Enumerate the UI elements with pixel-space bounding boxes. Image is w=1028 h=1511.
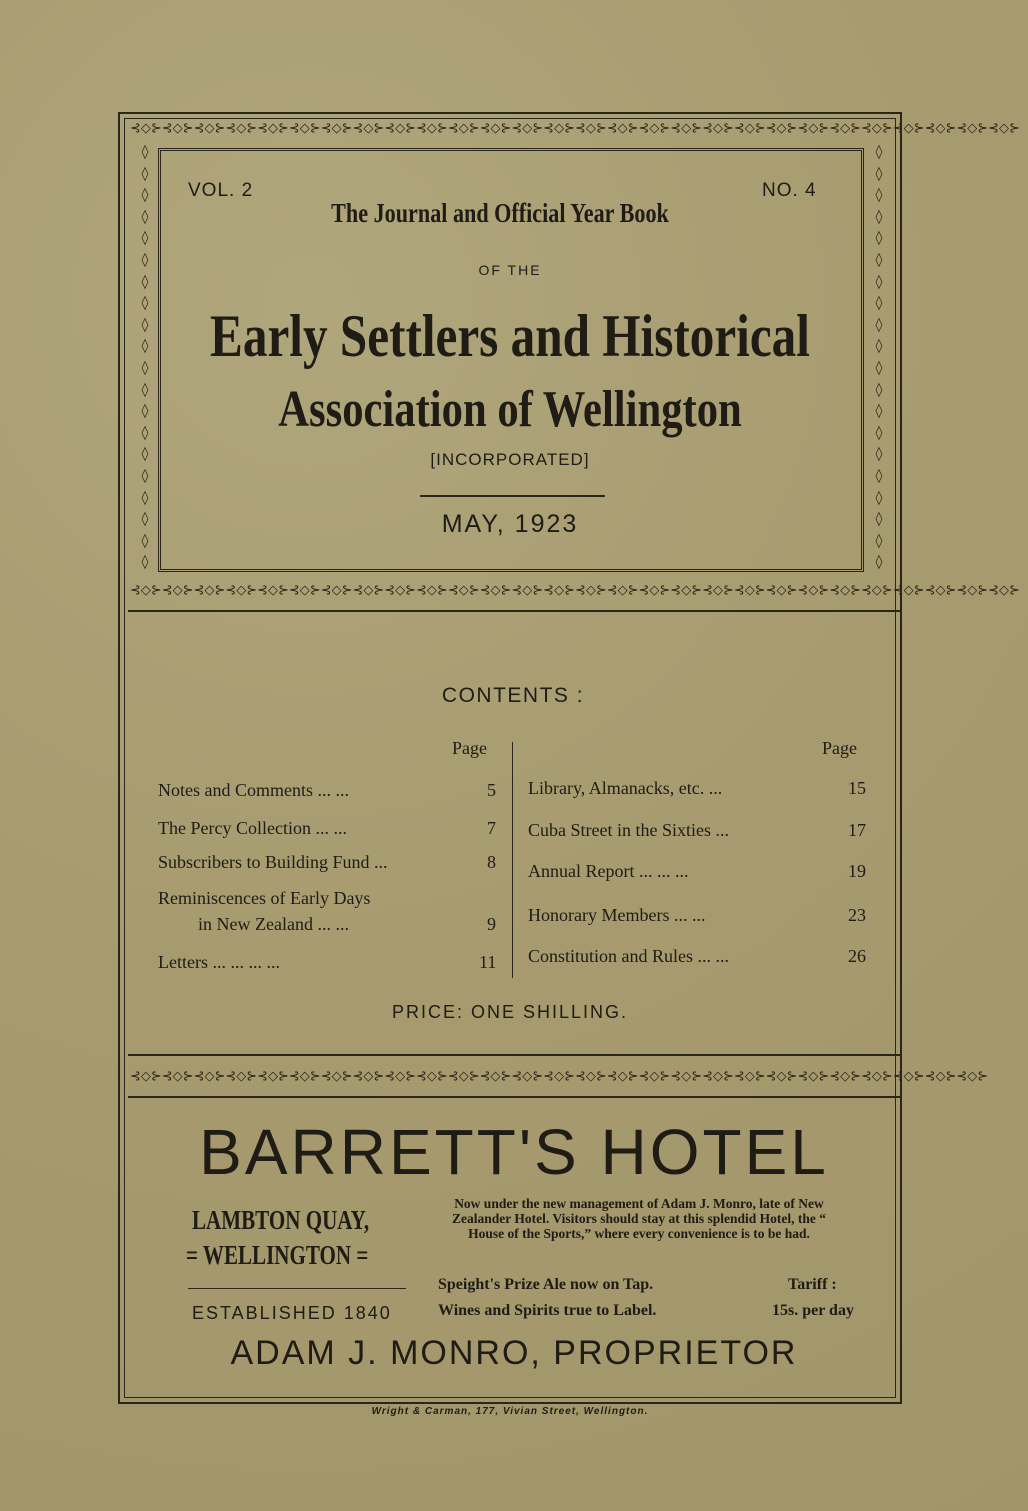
incorporated-label: [INCORPORATED]: [430, 450, 590, 469]
toc-page: 8: [487, 852, 496, 872]
toc-item: Letters ... ... ... ...: [158, 952, 280, 972]
title-line-1: Early Settlers and Historical: [210, 303, 810, 369]
toc-page: 15: [848, 778, 866, 798]
toc-page: 26: [848, 946, 866, 966]
section-divider-upper: [128, 1054, 900, 1056]
issue-number: NO. 4: [762, 180, 817, 201]
page-label-left: Page: [452, 738, 487, 758]
toc-item: Annual Report ... ... ...: [528, 861, 689, 881]
ornament-border-ad: ⊰◇⊱⊰◇⊱⊰◇⊱⊰◇⊱⊰◇⊱⊰◇⊱⊰◇⊱⊰◇⊱⊰◇⊱⊰◇⊱⊰◇⊱⊰◇⊱⊰◇⊱⊰◇⊱⊰◇⊱⊰◇⊱⊰◇⊱⊰◇⊱⊰◇⊱⊰◇⊱⊰◇⊱⊰◇⊱⊰◇⊱⊰◇⊱⊰◇⊱⊰◇⊱⊰◇⊱: [130, 1069, 989, 1084]
toc-page: 11: [479, 952, 497, 972]
price-label: PRICE: ONE SHILLING.: [391, 1002, 629, 1022]
of-the-label: OF THE: [478, 262, 542, 278]
toc-item: Notes and Comments ... ...: [158, 780, 349, 800]
title-line-2: Association of Wellington: [278, 381, 742, 438]
toc-item-continued: in New Zealand ... ...: [198, 914, 349, 934]
toc-item: Cuba Street in the Sixties ...: [528, 820, 729, 840]
hotel-city: = WELLINGTON =: [186, 1240, 369, 1270]
ornament-border-right: ◊ ◊ ◊ ◊ ◊ ◊ ◊ ◊ ◊ ◊ ◊ ◊ ◊ ◊ ◊ ◊ ◊ ◊ ◊ ◊: [875, 144, 883, 571]
established-rule: [188, 1288, 406, 1289]
date-rule: [420, 495, 605, 497]
volume-label: VOL. 2: [188, 180, 254, 201]
ale-notice: Speight's Prize Ale now on Tap.: [438, 1276, 654, 1293]
toc-item: Subscribers to Building Fund ...: [158, 852, 388, 872]
management-notice: Now under the new management of Adam J. Monro, late of New Zealander Hotel. Visitors should stay at this splendid Hotel, the “ House of the Sports,” where every convenience is to be had.: [451, 1196, 827, 1241]
contents-column-divider: [512, 742, 513, 978]
issue-date: MAY, 1923: [441, 510, 579, 538]
tariff-rate: 15s. per day: [772, 1302, 854, 1319]
page-label-right: Page: [822, 738, 857, 758]
ornament-border-left: ◊ ◊ ◊ ◊ ◊ ◊ ◊ ◊ ◊ ◊ ◊ ◊ ◊ ◊ ◊ ◊ ◊ ◊ ◊ ◊: [141, 144, 149, 571]
toc-item: The Percy Collection ... ...: [158, 818, 347, 838]
journal-subtitle: The Journal and Official Year Book: [331, 198, 669, 228]
wines-notice: Wines and Spirits true to Label.: [438, 1302, 657, 1319]
toc-page: 23: [848, 905, 866, 925]
section-divider-lower: [128, 1096, 900, 1098]
toc-page: 17: [848, 820, 866, 840]
ornament-border-mid: ⊰◇⊱⊰◇⊱⊰◇⊱⊰◇⊱⊰◇⊱⊰◇⊱⊰◇⊱⊰◇⊱⊰◇⊱⊰◇⊱⊰◇⊱⊰◇⊱⊰◇⊱⊰◇⊱⊰◇⊱⊰◇⊱⊰◇⊱⊰◇⊱⊰◇⊱⊰◇⊱⊰◇⊱⊰◇⊱⊰◇⊱⊰◇⊱⊰◇⊱⊰◇⊱⊰◇⊱⊰◇⊱: [130, 583, 1020, 598]
toc-item: Reminiscences of Early Days: [158, 888, 371, 908]
proprietor-line: ADAM J. MONRO, PROPRIETOR: [230, 1334, 798, 1372]
hotel-name: BARRETT'S HOTEL: [199, 1116, 829, 1188]
toc-item: Honorary Members ... ...: [528, 905, 706, 925]
section-divider-top: [128, 610, 900, 612]
toc-page: 5: [487, 780, 496, 800]
tariff-label: Tariff :: [788, 1276, 837, 1293]
established-label: ESTABLISHED 1840: [192, 1303, 392, 1323]
toc-item: Library, Almanacks, etc. ...: [528, 778, 723, 798]
toc-page: 9: [487, 914, 496, 934]
printer-imprint: Wright & Carman, 177, Vivian Street, Wellington.: [371, 1406, 649, 1417]
toc-item: Constitution and Rules ... ...: [528, 946, 730, 966]
hotel-street: LAMBTON QUAY,: [192, 1205, 370, 1235]
ornament-border-top: ⊰◇⊱⊰◇⊱⊰◇⊱⊰◇⊱⊰◇⊱⊰◇⊱⊰◇⊱⊰◇⊱⊰◇⊱⊰◇⊱⊰◇⊱⊰◇⊱⊰◇⊱⊰◇⊱⊰◇⊱⊰◇⊱⊰◇⊱⊰◇⊱⊰◇⊱⊰◇⊱⊰◇⊱⊰◇⊱⊰◇⊱⊰◇⊱⊰◇⊱⊰◇⊱⊰◇⊱⊰◇⊱: [130, 121, 1020, 136]
toc-page: 7: [487, 818, 496, 838]
toc-page: 19: [848, 861, 866, 881]
contents-heading: CONTENTS :: [441, 684, 585, 707]
